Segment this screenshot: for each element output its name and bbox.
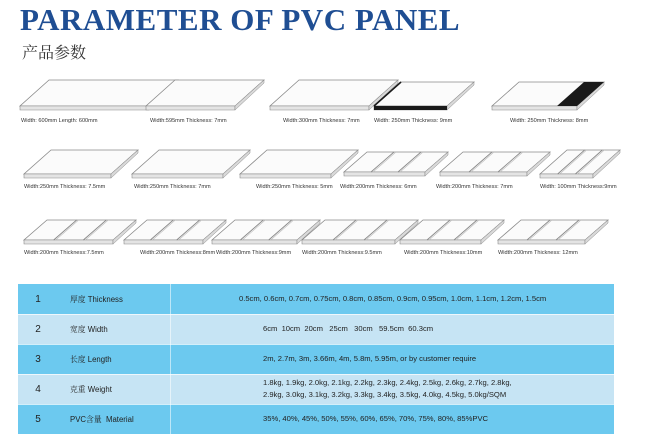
panel-drawing (400, 220, 504, 244)
row-value (170, 344, 614, 374)
row-number: 4 (35, 383, 41, 395)
panel-caption: Width: 250mm Thickness: 8mm (510, 118, 589, 124)
panel-edge (344, 172, 425, 176)
row-label: 长度 Length (70, 354, 112, 364)
panel-drawing (440, 152, 550, 176)
panel-drawing (24, 220, 136, 244)
panel-caption: Width: 100mm Thickness:9mm (540, 184, 617, 190)
panel-caption: Width:250mm Thickness: 7.5mm (24, 184, 106, 190)
panel-item (132, 150, 250, 190)
panel-caption: Width:200mm Thickness:10mm (404, 250, 483, 256)
value-line: 35%, 40%, 45%, 50%, 55%, 60%, 65%, 70%, 75%, 80%, 85%PVC (263, 414, 488, 423)
panel-edge (132, 174, 223, 178)
panel-drawing (344, 152, 448, 176)
value-line: 1.8kg, 1.9kg, 2.0kg, 2.1kg, 2.2kg, 2.3kg, 2.4kg, 2.5kg, 2.6kg, 2.7kg, 2.8kg, (263, 378, 512, 387)
panel-edge (540, 174, 593, 178)
panel-caption: Width: 600mm Length: 600mm (21, 118, 98, 124)
panel-edge (24, 174, 111, 178)
panel-drawing (498, 220, 608, 244)
panel-item (24, 220, 136, 256)
panel-item (498, 220, 608, 256)
row-number: 1 (35, 293, 41, 305)
row-divider (18, 314, 614, 315)
panel-caption: Width:595mm Thickness: 7mm (150, 118, 227, 124)
panel-item (340, 152, 448, 190)
panel-item (400, 220, 504, 256)
row-value (170, 284, 614, 314)
page-title: PARAMETER OF PVC PANEL (20, 2, 461, 37)
panel-edge (498, 240, 585, 244)
panel-caption: Width:250mm Thickness: 5mm (256, 184, 333, 190)
row-divider (18, 374, 614, 375)
panel-edge (212, 240, 297, 244)
panel-face (146, 80, 264, 106)
panel-drawing (240, 150, 358, 178)
panel-face (24, 150, 138, 174)
panel-drawing (124, 220, 226, 244)
panel-caption: Width:300mm Thickness: 7mm (283, 118, 360, 124)
panel-item (492, 82, 604, 124)
panel-drawing (540, 150, 620, 178)
panel-face (132, 150, 250, 174)
row-value (170, 374, 614, 404)
value-line: 6cm 10cm 20cm 25cm 30cm 59.5cm 60.3cm (263, 324, 434, 333)
spec-row-thickness (18, 284, 614, 314)
row-label: 克重 Weight (70, 384, 112, 394)
panel-caption: Width:250mm Thickness: 7mm (134, 184, 211, 190)
row-number: 2 (35, 323, 41, 335)
panel-caption: Width:200mm Thickness: 6mm (340, 184, 417, 190)
panel-item (374, 82, 474, 124)
panel-item (540, 150, 620, 190)
panel-caption: Width:200mm Thickness:7.5mm (24, 250, 104, 256)
panel-face (374, 82, 474, 106)
row-divider (18, 404, 614, 405)
spec-table (18, 284, 614, 434)
panel-caption: Width:200mm Thickness:9.5mm (302, 250, 382, 256)
value-line: 2m, 2.7m, 3m, 3.66m, 4m, 5.8m, 5.95m, or by customer require (263, 354, 477, 363)
panel-caption: Width:200mm Thickness: 7mm (436, 184, 513, 190)
panel-edge (270, 106, 369, 110)
row-label: PVC含量 Material (70, 414, 134, 424)
panel-drawing (146, 80, 264, 110)
panel-caption: Width:200mm Thickness:9mm (216, 250, 292, 256)
panel-edge (146, 106, 235, 110)
panel-item (436, 152, 550, 190)
panel-drawing (24, 150, 138, 178)
panel-edge (240, 174, 331, 178)
panel-item (146, 80, 264, 124)
panel-drawing (492, 82, 604, 110)
panel-edge (440, 172, 527, 176)
value-line: 0.5cm, 0.6cm, 0.7cm, 0.75cm, 0.8cm, 0.85cm, 0.9cm, 0.95cm, 1.0cm, 1.1cm, 1.2cm, 1.5cm (239, 294, 547, 303)
spec-row-width (18, 314, 614, 344)
panel-edge (492, 106, 577, 110)
panel-item (124, 220, 226, 256)
panel-caption: Width:200mm Thickness:8mm (140, 250, 216, 256)
panel-edge (20, 106, 149, 110)
panel-edge (24, 240, 113, 244)
panel-face (240, 150, 358, 174)
spec-row-material (18, 404, 614, 434)
panel-item (240, 150, 358, 190)
row-divider (18, 344, 614, 345)
panel-edge (302, 240, 395, 244)
panel-item (24, 150, 138, 190)
row-number: 5 (35, 413, 41, 425)
panel-edge (124, 240, 203, 244)
row-number: 3 (35, 353, 41, 365)
row-value (170, 404, 614, 434)
panel-caption: Width:200mm Thickness: 12mm (498, 250, 578, 256)
row-label: 厚度 Thickness (70, 294, 123, 304)
page-subtitle: 产品参数 (22, 43, 87, 62)
spec-row-weight (18, 374, 614, 404)
spec-row-length (18, 344, 614, 374)
panel-edge (400, 240, 481, 244)
panel-caption: Width: 250mm Thickness: 9mm (374, 118, 453, 124)
row-value (170, 314, 614, 344)
value-line: 2.9kg, 3.0kg, 3.1kg, 3.2kg, 3.3kg, 3.4kg, 3.5kg, 4.0kg, 4.5kg, 5.0kg/SQM (263, 390, 507, 399)
panel-dark-edge (374, 106, 447, 110)
row-label: 宽度 Width (70, 324, 108, 334)
panel-drawing (374, 82, 474, 110)
panel-drawing (132, 150, 250, 178)
